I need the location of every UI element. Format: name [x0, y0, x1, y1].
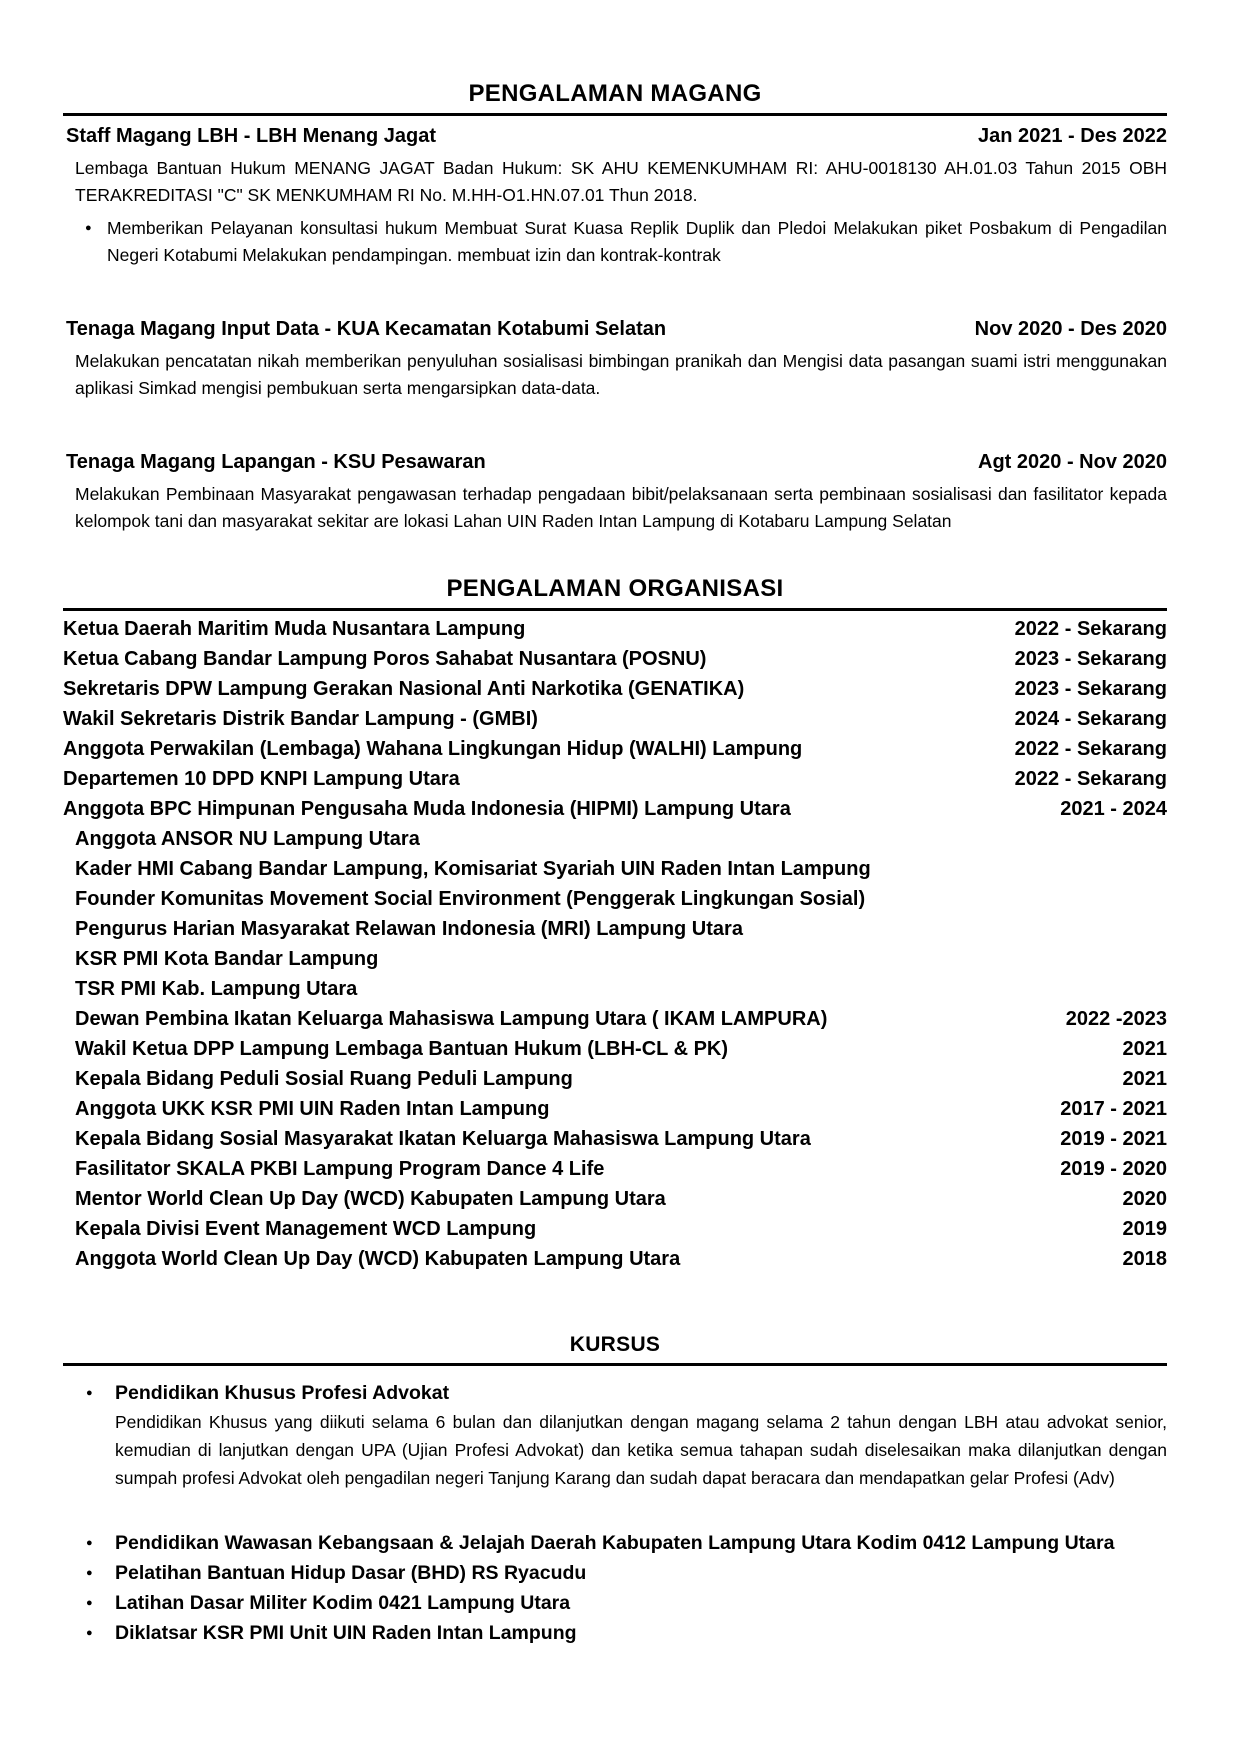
course-title: Diklatsar KSR PMI Unit UIN Raden Intan Lampung: [115, 1622, 577, 1644]
course-list: [63, 1378, 1167, 1648]
bullet-icon: ●: [85, 222, 92, 234]
course-body: [115, 1378, 1167, 1492]
course-title: Pendidikan Khusus Profesi Advokat: [115, 1382, 450, 1404]
organization-row: [63, 644, 1167, 674]
organization-role: Anggota BPC Himpunan Pengusaha Muda Indonesia (HIPMI) Lampung Utara: [63, 798, 791, 820]
section-title-courses: KURSUS: [569, 1333, 661, 1356]
organization-period: 2022 -2023: [1065, 1008, 1167, 1030]
organization-role: Wakil Sekretaris Distrik Bandar Lampung - (GMBI): [63, 708, 538, 730]
section-title-organizations: PENGALAMAN ORGANISASI: [446, 575, 784, 602]
internship-period: Nov 2020 - Des 2020: [974, 318, 1167, 340]
organization-period: 2022 - Sekarang: [1014, 618, 1167, 640]
organization-role: Anggota ANSOR NU Lampung Utara: [75, 828, 420, 850]
organization-period: 2022 - Sekarang: [1014, 738, 1167, 760]
organization-row: [63, 824, 1167, 854]
internship-role: Tenaga Magang Input Data - KUA Kecamatan Kotabumi Selatan: [66, 318, 667, 340]
organization-row: [63, 944, 1167, 974]
course-title: Pelatihan Bantuan Hidup Dasar (BHD) RS Ryacudu: [115, 1562, 587, 1584]
organization-role: Kepala Bidang Sosial Masyarakat Ikatan Keluarga Mahasiswa Lampung Utara: [75, 1128, 811, 1150]
section-divider: [63, 1363, 1167, 1366]
organization-role: Kader HMI Cabang Bandar Lampung, Komisariat Syariah UIN Raden Intan Lampung: [75, 858, 871, 880]
course-body: [115, 1528, 1167, 1558]
organization-role: Ketua Cabang Bandar Lampung Poros Sahabat Nusantara (POSNU): [63, 648, 707, 670]
organization-period: 2021 - 2024: [1060, 798, 1167, 820]
organization-row: [63, 1034, 1167, 1064]
organization-role: Sekretaris DPW Lampung Gerakan Nasional Anti Narkotika (GENATIKA): [63, 678, 745, 700]
organization-row: [63, 1184, 1167, 1214]
organization-role: Departemen 10 DPD KNPI Lampung Utara: [63, 768, 460, 790]
organization-role: Kepala Bidang Peduli Sosial Ruang Peduli Lampung: [75, 1068, 573, 1090]
organization-row: [63, 854, 1167, 884]
organization-row: [63, 1004, 1167, 1034]
organization-row: [63, 794, 1167, 824]
organization-role: Anggota Perwakilan (Lembaga) Wahana Lingkungan Hidup (WALHI) Lampung: [63, 738, 803, 760]
section-title-internships: PENGALAMAN MAGANG: [468, 80, 762, 107]
bullet-icon: ●: [86, 1387, 93, 1399]
organization-period: 2019 - 2020: [1060, 1158, 1167, 1180]
organization-row: [63, 914, 1167, 944]
organization-role: Founder Komunitas Movement Social Environment (Penggerak Lingkungan Sosial): [75, 888, 866, 910]
internship-header: [63, 451, 1167, 474]
internship-entry: [63, 451, 1167, 534]
internship-header: [63, 125, 1167, 148]
bullet-icon: ●: [86, 1627, 93, 1639]
course-item: [63, 1588, 1167, 1618]
bullet-icon: ●: [86, 1597, 93, 1609]
organization-period: 2023 - Sekarang: [1014, 678, 1167, 700]
organization-period: 2019 - 2021: [1060, 1128, 1167, 1150]
internship-duty: Memberikan Pelayanan konsultasi hukum Membuat Surat Kuasa Replik Duplik dan Pledoi Melakukan piket Posbakum di Pengadilan Negeri Kotabumi Melakukan pendampingan. membuat izin dan kontrak-kontrak: [107, 218, 1167, 265]
section-divider: [63, 608, 1167, 611]
organization-row: [63, 1094, 1167, 1124]
organization-row: [63, 1124, 1167, 1154]
organization-row: [63, 674, 1167, 704]
internship-period: Jan 2021 - Des 2022: [977, 125, 1167, 147]
course-body: [115, 1618, 1167, 1648]
organization-period: 2017 - 2021: [1060, 1098, 1167, 1120]
organization-period: 2024 - Sekarang: [1014, 708, 1167, 730]
organization-list: [63, 614, 1167, 1274]
organization-period: 2022 - Sekarang: [1014, 768, 1167, 790]
internship-description: Melakukan Pembinaan Masyarakat pengawasan terhadap pengadaan bibit/pelaksanaan serta pembinaan sosialisasi dan fasilitator kepada kelompok tani dan masyarakat sekitar are lokasi Lahan UIN Raden Intan Lampung di Kotabaru Lampung Selatan: [75, 484, 1167, 531]
organization-row: [63, 764, 1167, 794]
list-item: [63, 215, 1167, 268]
organization-row: [63, 1154, 1167, 1184]
organization-period: 2023 - Sekarang: [1014, 648, 1167, 670]
internship-role: Tenaga Magang Lapangan - KSU Pesawaran: [66, 451, 486, 473]
organization-row: [63, 1244, 1167, 1274]
organization-role: Kepala Divisi Event Management WCD Lampung: [75, 1218, 537, 1240]
organization-row: [63, 614, 1167, 644]
organization-row: [63, 1064, 1167, 1094]
organization-period: 2020: [1122, 1188, 1167, 1210]
course-description: Pendidikan Khusus yang diikuti selama 6 bulan dan dilanjutkan dengan magang selama 2 tahun dengan LBH atau advokat senior, kemudian di lanjutkan dengan UPA (Ujian Profesi Advokat) dan ketika semua tahapan sudah diselesaikan maka dilanjutkan dengan sumpah profesi Advokat oleh pengadilan negeri Tanjung Karang dan sudah dapat beracara dan mendapatkan gelar Profesi (Adv): [115, 1412, 1167, 1488]
section-divider: [63, 113, 1167, 116]
organization-row: [63, 884, 1167, 914]
internship-duties: [63, 215, 1167, 268]
bullet-icon: ●: [86, 1567, 93, 1579]
internship-list: [63, 125, 1167, 534]
internship-period: Agt 2020 - Nov 2020: [978, 451, 1167, 473]
course-title: Latihan Dasar Militer Kodim 0421 Lampung Utara: [115, 1592, 571, 1614]
course-item: [63, 1378, 1167, 1492]
organization-role: Mentor World Clean Up Day (WCD) Kabupaten Lampung Utara: [75, 1188, 666, 1210]
organization-row: [63, 1214, 1167, 1244]
organization-role: Anggota World Clean Up Day (WCD) Kabupaten Lampung Utara: [75, 1248, 681, 1270]
organization-row: [63, 734, 1167, 764]
organization-role: TSR PMI Kab. Lampung Utara: [75, 978, 358, 1000]
course-title: Pendidikan Wawasan Kebangsaan & Jelajah Daerah Kabupaten Lampung Utara Kodim 0412 Lampung Utara: [115, 1532, 1115, 1554]
organization-period: 2021: [1122, 1068, 1167, 1090]
organization-role: Dewan Pembina Ikatan Keluarga Mahasiswa Lampung Utara ( IKAM LAMPURA): [75, 1008, 828, 1030]
organization-role: Wakil Ketua DPP Lampung Lembaga Bantuan Hukum (LBH-CL & PK): [75, 1038, 729, 1060]
organization-period: 2018: [1122, 1248, 1167, 1270]
course-item: [63, 1558, 1167, 1588]
internship-entry: [63, 125, 1167, 268]
course-body: [115, 1558, 1167, 1588]
internship-header: [63, 318, 1167, 341]
organization-role: Pengurus Harian Masyarakat Relawan Indonesia (MRI) Lampung Utara: [75, 918, 743, 940]
organization-period: 2019: [1122, 1218, 1167, 1240]
organization-role: Anggota UKK KSR PMI UIN Raden Intan Lampung: [75, 1098, 550, 1120]
internship-description: Melakukan pencatatan nikah memberikan penyuluhan sosialisasi bimbingan pranikah dan Mengisi data pasangan suami istri menggunakan aplikasi Simkad mengisi pembukuan serta mengarsipkan data-data.: [75, 351, 1167, 398]
internship-entry: [63, 318, 1167, 401]
organization-period: 2021: [1122, 1038, 1167, 1060]
internship-description: Lembaga Bantuan Hukum MENANG JAGAT Badan Hukum: SK AHU KEMENKUMHAM RI: AHU-0018130 AH.01.03 Tahun 2015 OBH TERAKREDITASI "C" SK MENKUMHAM RI No. M.HH-O1.HN.07.01 Thun 2018.: [75, 158, 1167, 205]
internship-role: Staff Magang LBH - LBH Menang Jagat: [66, 125, 437, 147]
organization-row: [63, 974, 1167, 1004]
organization-row: [63, 704, 1167, 734]
organization-role: Fasilitator SKALA PKBI Lampung Program Dance 4 Life: [75, 1158, 605, 1180]
organization-role: KSR PMI Kota Bandar Lampung: [75, 948, 379, 970]
bullet-icon: ●: [86, 1537, 93, 1549]
organization-role: Ketua Daerah Maritim Muda Nusantara Lampung: [63, 618, 526, 640]
course-item: [63, 1528, 1167, 1558]
course-item: [63, 1618, 1167, 1648]
course-body: [115, 1588, 1167, 1618]
